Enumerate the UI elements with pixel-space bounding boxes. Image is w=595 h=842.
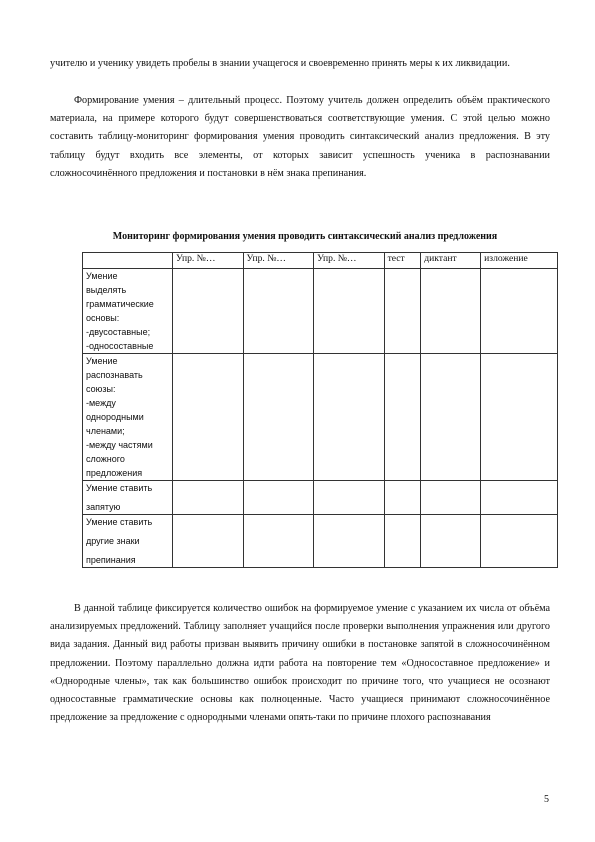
table-cell	[314, 269, 385, 354]
row-label-grammatical-bases	[83, 269, 173, 354]
row-label-line: -между	[86, 398, 116, 408]
table-cell	[481, 515, 558, 568]
header-cell-exercise-2: Упр. №…	[243, 253, 314, 269]
table-cell	[314, 481, 385, 515]
row-label-line: основы:	[86, 313, 120, 323]
table-cell	[481, 269, 558, 354]
table-cell	[243, 481, 314, 515]
table-cell	[384, 354, 421, 481]
row-label-line: однородными	[86, 412, 144, 422]
row-label-line: Умение	[86, 271, 118, 281]
row-label-line: выделять	[86, 285, 127, 295]
table-cell	[421, 269, 481, 354]
row-label-line: -односоставные	[86, 341, 154, 351]
header-cell-essay: изложение	[481, 253, 558, 269]
row-label-line: союзы:	[86, 384, 116, 394]
table-cell	[384, 481, 421, 515]
header-cell-test: тест	[384, 253, 421, 269]
row-label-line: другие знаки	[86, 536, 140, 546]
table-header-row	[83, 253, 558, 269]
monitoring-table	[82, 252, 558, 568]
table-cell	[314, 515, 385, 568]
row-label-line: распознавать	[86, 370, 143, 380]
row-label-line: препинания	[86, 555, 136, 565]
page-number: 5	[544, 794, 549, 805]
table-cell	[173, 515, 244, 568]
row-label-line: предложения	[86, 468, 143, 478]
table-cell	[173, 269, 244, 354]
table-cell	[421, 515, 481, 568]
row-label-line: грамматические	[86, 299, 154, 309]
header-cell-exercise-3: Упр. №…	[314, 253, 385, 269]
table-row	[83, 481, 558, 515]
table-cell	[243, 269, 314, 354]
row-label-line: членами;	[86, 426, 125, 436]
paragraph-intro: учителю и ученику увидеть пробелы в знании учащегося и своевременно принять меры к их ликвидации.	[50, 58, 510, 69]
table-row	[83, 515, 558, 568]
row-label-line: запятую	[86, 502, 121, 512]
table-cell	[243, 515, 314, 568]
table-title: Мониторинг формирования умения проводить синтаксический анализ предложения	[112, 231, 498, 242]
header-cell-exercise-1: Упр. №…	[173, 253, 244, 269]
row-label-line: Умение ставить	[86, 517, 153, 527]
row-label-line: Умение ставить	[86, 483, 153, 493]
table-row	[83, 354, 558, 481]
row-label-conjunctions	[83, 354, 173, 481]
table-cell	[384, 269, 421, 354]
table-cell	[173, 481, 244, 515]
table-cell	[243, 354, 314, 481]
table-cell	[421, 481, 481, 515]
row-label-line: -между частями	[86, 440, 153, 450]
row-label-line: -двусоставные;	[86, 327, 151, 337]
header-cell-dictation: диктант	[421, 253, 481, 269]
table-row	[83, 269, 558, 354]
paragraph-formation: Формирование умения – длительный процесс. Поэтому учитель должен определить объём практического материала, на примере которого будут совершенствоваться соответствующие умения. С этой целью можно составить таблицу-мониторинг формирования умения проводить синтаксический анализ предложения. В эту таблицу будут входить все элементы, от которых зависит успешность ученика в распознавании сложносочинённого предложения и постановки в нём знака препинания.	[50, 95, 550, 179]
row-label-line: Умение	[86, 356, 118, 366]
table-cell	[384, 515, 421, 568]
table-cell	[421, 354, 481, 481]
row-label-other-punctuation	[83, 515, 173, 568]
row-label-line: сложного	[86, 454, 125, 464]
row-label-comma	[83, 481, 173, 515]
paragraph-table-description: В данной таблице фиксируется количество ошибок на формируемое умение с указанием их числа от объёма анализируемых предложений. Таблицу заполняет учащийся после проверки выполнения упражнения или другого вида задания. Данный вид работы призван выявить причину ошибки в постановке запятой в сложносочинённом предложении. Поэтому параллельно должна идти работа на повторение тем «Односоставное предложение» и «Однородные члены», так как большинство ошибок происходит по причине того, что учащиеся не осознают односоставные грамматические основы как полноценные. Часто учащиеся принимают сложносочинённое предложение за предложение с однородными членами опять-таки по причине плохого распознавания	[50, 603, 550, 724]
table-cell	[314, 354, 385, 481]
table-cell	[481, 354, 558, 481]
header-cell-empty	[83, 253, 173, 269]
table-cell	[173, 354, 244, 481]
table-cell	[481, 481, 558, 515]
